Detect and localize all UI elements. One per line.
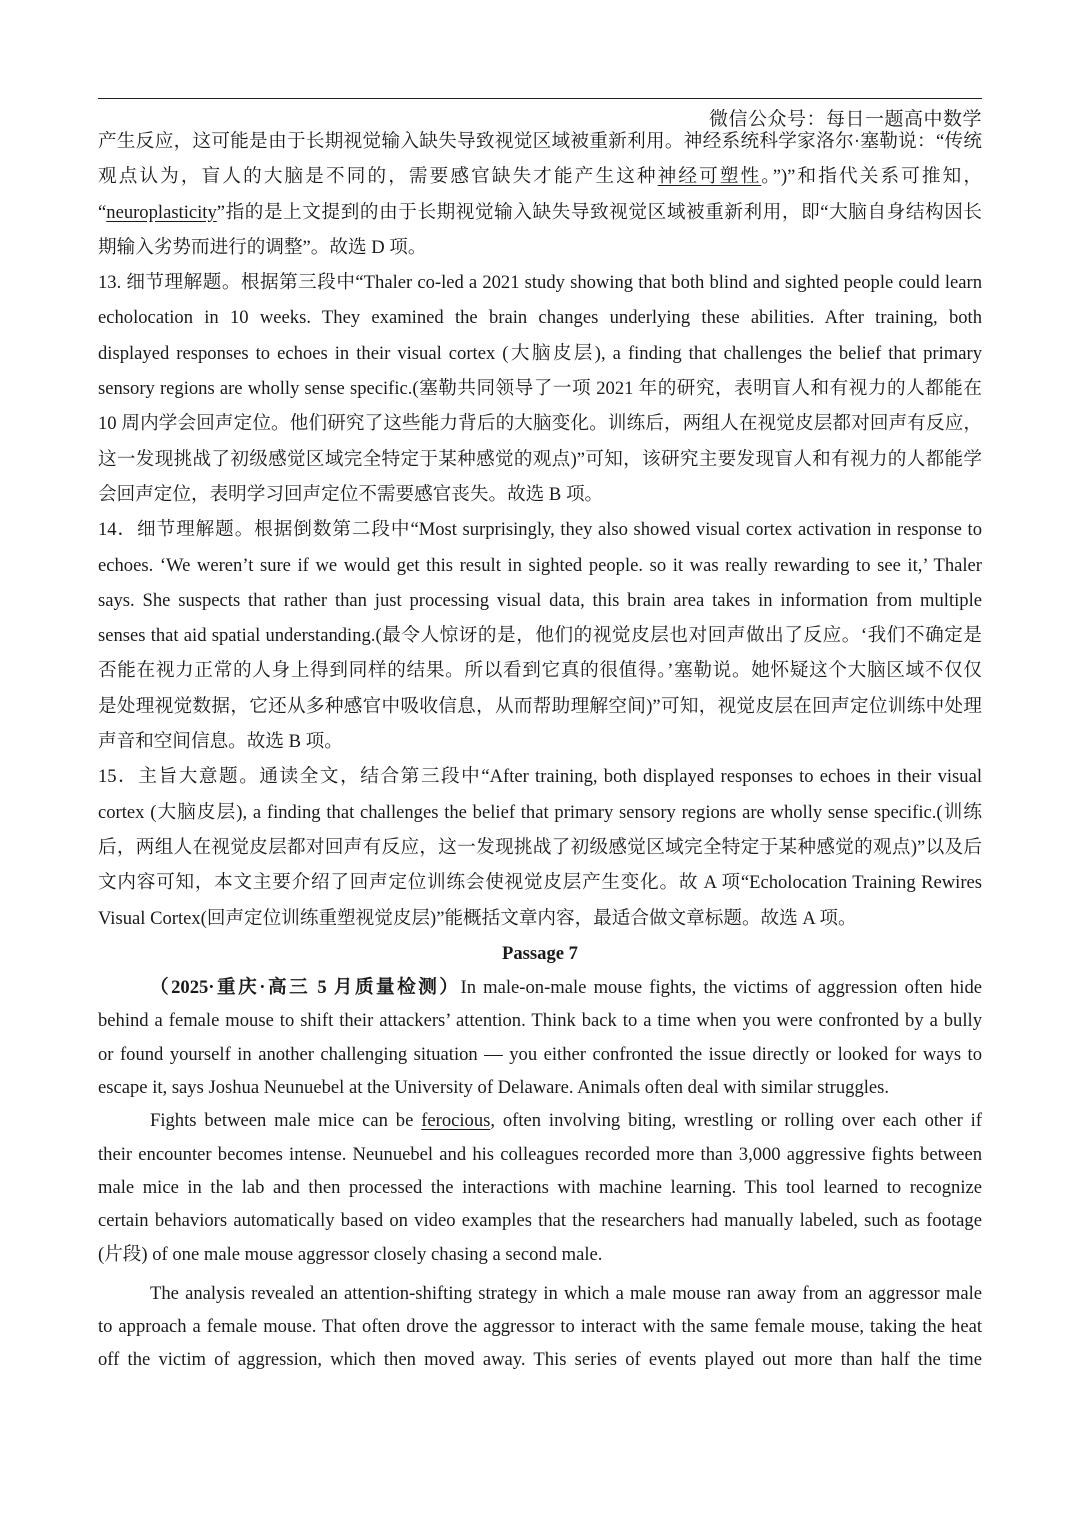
text-line: 13. 细节理解题。根据第三段中“Thaler co-led a 2021 study showing that both blind and sighted people could learn [98, 272, 982, 294]
text-line: 期输入劣势而进行的调整”。故选 D 项。 [98, 236, 427, 258]
text-line: 14．细节理解题。根据倒数第二段中“Most surprisingly, they also showed visual cortex activation in response to [98, 519, 982, 541]
text-line: certain behaviors automatically based on video examples that the researchers had manually labeled, such as footage [98, 1210, 982, 1232]
text-line: their encounter becomes intense. Neunuebel and his colleagues recorded more than 3,000 aggressive fights between [98, 1143, 982, 1165]
text-line: 后，两组人在视觉皮层都对回声有反应，这一发现挑战了初级感觉区域完全特定于某种感觉的观点)”以及后 [98, 836, 982, 858]
underlined-term: ferocious [421, 1110, 491, 1132]
text-line: 这一发现挑战了初级感觉区域完全特定于某种感觉的观点)”可知，该研究主要发现盲人和有视力的人都能学 [98, 448, 982, 470]
text-line: (片段) of one male mouse aggressor closely chasing a second male. [98, 1243, 603, 1265]
text-line: 会回声定位，表明学习回声定位不需要感官丧失。故选 B 项。 [98, 483, 604, 505]
text-line: 是处理视觉数据，它还从多种感官中吸收信息，从而帮助理解空间)”可知，视觉皮层在回声定位训练中处理 [98, 695, 982, 717]
passage-paragraph-2 [98, 1104, 982, 1270]
text-line: or found yourself in another challenging situation — you either confronted the issue directly or looked for ways to [98, 1043, 982, 1065]
text-line: 否能在视力正常的人身上得到同样的结果。所以看到它真的很值得。’塞勒说。她怀疑这个大脑区域不仅仅 [98, 660, 982, 682]
text-line: 10 周内学会回声定位。他们研究了这些能力背后的大脑变化。训练后，两组人在视觉皮层都对回声有反应， [98, 413, 982, 435]
text-line: behind a female mouse to shift their attackers’ attention. Think back to a time when you were confronted by a bully [98, 1010, 982, 1032]
document-body [98, 124, 982, 1377]
text-line: says. She suspects that rather than just processing visual data, this brain area takes in information from multiple [98, 589, 982, 611]
text-line: sensory regions are wholly sense specific.(塞勒共同领导了一项 2021 年的研究，表明盲人和有视力的人都能在 [98, 378, 982, 400]
underlined-term: neuroplasticity [106, 201, 217, 223]
text-line: Visual Cortex(回声定位训练重塑视觉皮层)”能概括文章内容，最适合做文章标题。故选 A 项。 [98, 907, 857, 929]
underlined-term: 神经可塑性 [657, 166, 762, 188]
text-line: “neuroplasticity”指的是上文提到的由于长期视觉输入缺失导致视觉区域被重新利用，即“大脑自身结构因长 [98, 201, 982, 223]
passage-title: Passage 7 [502, 942, 578, 964]
answer-14 [98, 512, 982, 759]
text-line: to approach a female mouse. That often drove the aggressor to interact with the same female mouse, taking the heat [98, 1316, 982, 1338]
text-line: （2025·重庆·高三 5 月质量检测）In male-on-male mouse fights, the victims of aggression often hide [150, 977, 982, 999]
continuation-paragraph [98, 124, 982, 265]
text-line: 产生反应，这可能是由于长期视觉输入缺失导致视觉区域被重新利用。神经系统科学家洛尔·塞勒说：“传统 [98, 131, 982, 152]
text-line: 声音和空间信息。故选 B 项。 [98, 731, 343, 753]
text-line: echolocation in 10 weeks. They examined the brain changes underlying these abilities. After training, both [98, 307, 982, 329]
header-rule [98, 98, 982, 99]
passage-paragraph-1 [98, 971, 982, 1104]
text-line: male mice in the lab and then processed the interactions with machine learning. This tool learned to recognize [98, 1176, 982, 1198]
text-line: 15．主旨大意题。通读全文，结合第三段中“After training, both displayed responses to echoes in their visual [98, 766, 982, 788]
text-line: echoes. ‘We weren’t sure if we would get this result in sighted people. so it was really rewarding to see it,’ Thaler [98, 554, 982, 576]
text-line: escape it, says Joshua Neunuebel at the University of Delaware. Animals often deal with similar struggles. [98, 1077, 890, 1099]
answer-15 [98, 759, 982, 935]
text-line: senses that aid spatial understanding.(最令人惊讶的是，他们的视觉皮层也对回声做出了反应。‘我们不确定是 [98, 625, 982, 647]
text-line: cortex (大脑皮层), a finding that challenges the belief that primary sensory regions are wholly sense specific.(训练 [98, 801, 982, 823]
answer-13 [98, 265, 982, 512]
passage-source: （2025·重庆·高三 5 月质量检测） [150, 977, 461, 999]
text-line: off the victim of aggression, which then moved away. This series of events played out more than half the time [98, 1349, 982, 1371]
text-line: Fights between male mice can be ferocious, often involving biting, wrestling or rolling over each other if [150, 1110, 982, 1132]
text-line: displayed responses to echoes in their visual cortex (大脑皮层), a finding that challenges the belief that primary [98, 342, 982, 364]
header-text: 微信公众号：每日一题高中数学 [708, 108, 982, 130]
text-line: The analysis revealed an attention-shifting strategy in which a male mouse ran away from an aggressor male [150, 1282, 982, 1304]
passage-paragraph-3 [98, 1277, 982, 1377]
text-line: 观点认为，盲人的大脑是不同的，需要感官缺失才能产生这种神经可塑性。”)”和指代关系可推知， [98, 166, 982, 188]
text-line: 文内容可知，本文主要介绍了回声定位训练会使视觉皮层产生变化。故 A 项“Echolocation Training Rewires [98, 872, 982, 894]
